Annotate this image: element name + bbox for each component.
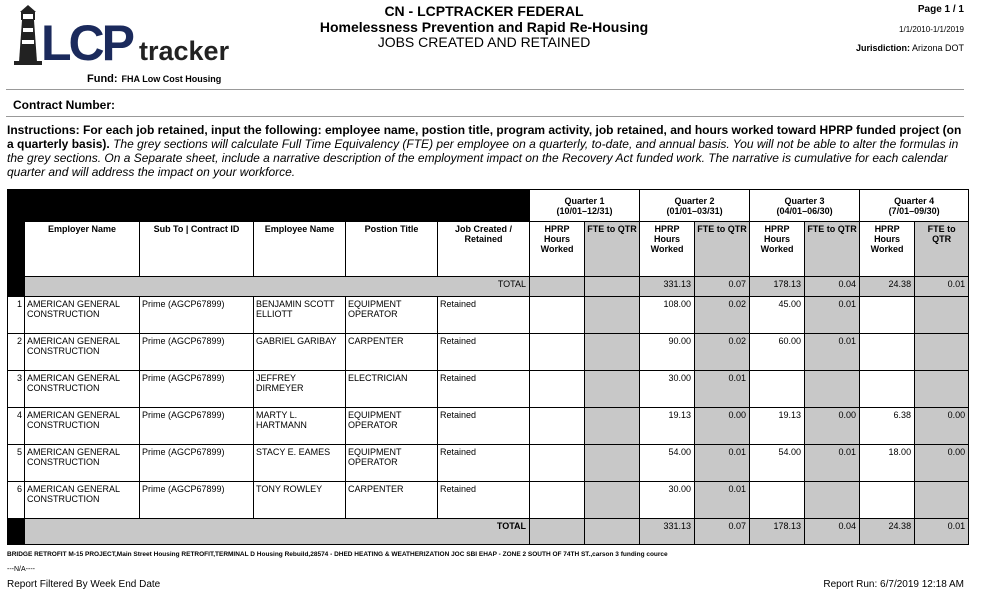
- hours-cell: [530, 334, 585, 371]
- fte-cell: 0.02: [695, 297, 750, 334]
- instructions-italic: The grey sections will calculate Full Time Equivalency (FTE) per employee on a quarterly, to-date, and annual basis. You will not be able to alter the formulas in the grey sections. On a Separate sheet, include a narrative description of the employment impact on the Recovery Act funded work. The narrative is cumulative for each calendar quarter and will address the impact on your workforce.: [7, 137, 959, 179]
- hours-cell: 19.13: [750, 408, 805, 445]
- report-title: CN - LCPTRACKER FEDERAL: [384, 3, 584, 19]
- subto-cell: Prime (AGCP67899): [140, 408, 254, 445]
- hours-cell: 60.00: [750, 334, 805, 371]
- hours-cell: 19.13: [640, 408, 695, 445]
- report-run-time: Report Run: 6/7/2019 12:18 AM: [823, 579, 964, 590]
- total-row-top: TOTAL 331.13 0.07 178.13 0.04 24.38 0.01: [8, 277, 969, 297]
- fte-cell: [585, 334, 640, 371]
- lighthouse-icon: [14, 5, 42, 65]
- hours-cell: [530, 482, 585, 519]
- job-status-cell: Retained: [438, 445, 530, 482]
- position-title-cell: EQUIPMENT OPERATOR: [346, 408, 438, 445]
- subto-cell: Prime (AGCP67899): [140, 334, 254, 371]
- job-status-cell: Retained: [438, 482, 530, 519]
- job-status-cell: Retained: [438, 408, 530, 445]
- total-row-bottom: TOTAL 331.13 0.07 178.13 0.04 24.38 0.01: [8, 519, 969, 545]
- fund-label: Fund:: [87, 73, 118, 85]
- hours-cell: 18.00: [860, 445, 915, 482]
- date-range: 1/1/2010-1/1/2019: [899, 25, 964, 34]
- table-row: [8, 334, 969, 371]
- row-index: 5: [8, 445, 25, 482]
- fte-cell: 0.00: [695, 408, 750, 445]
- report-subtitle: Homelessness Prevention and Rapid Re-Housing: [319, 19, 649, 35]
- employee-name-cell: STACY E. EAMES: [254, 445, 346, 482]
- total-label: TOTAL: [25, 519, 530, 545]
- index-header: [8, 222, 25, 277]
- hours-cell: [530, 297, 585, 334]
- row-index: 4: [8, 408, 25, 445]
- hours-cell: 6.38: [860, 408, 915, 445]
- employee-name-cell: JEFFREY DIRMEYER: [254, 371, 346, 408]
- employer-name-cell: AMERICAN GENERAL CONSTRUCTION: [25, 408, 140, 445]
- table-row: [8, 408, 969, 445]
- table-row: [8, 482, 969, 519]
- subto-header: Sub To | Contract ID: [140, 222, 254, 277]
- project-list: BRIDGE RETROFIT M-15 PROJECT,Main Street Housing RETROFIT,TERMINAL D Housing Rebuild,28574 - DHED HEATING & WEATHERIZATION JOC SBI EHAP - ZONE 2 SOUTH OF 74TH ST.,carson 3 funding cource: [7, 551, 668, 558]
- fte-cell: 0.00: [915, 408, 969, 445]
- row-index: 3: [8, 371, 25, 408]
- hours-cell: [860, 334, 915, 371]
- fte-cell: 0.01: [695, 445, 750, 482]
- row-index: 6: [8, 482, 25, 519]
- hours-cell: [530, 371, 585, 408]
- employee-name-cell: TONY ROWLEY: [254, 482, 346, 519]
- jobs-table: [7, 189, 969, 545]
- total-label: TOTAL: [25, 277, 530, 297]
- job-status-cell: Retained: [438, 297, 530, 334]
- hours-header: HPRP Hours Worked: [640, 222, 695, 277]
- subto-cell: Prime (AGCP67899): [140, 482, 254, 519]
- hours-cell: [530, 445, 585, 482]
- hours-cell: [860, 482, 915, 519]
- fte-cell: [915, 297, 969, 334]
- row-index: 1: [8, 297, 25, 334]
- table-row: [8, 371, 969, 408]
- fte-cell: [915, 371, 969, 408]
- hours-cell: [860, 371, 915, 408]
- instructions: [7, 123, 967, 179]
- fte-cell: 0.02: [695, 334, 750, 371]
- fte-cell: 0.01: [805, 297, 860, 334]
- fte-cell: [585, 482, 640, 519]
- job-status-cell: Retained: [438, 371, 530, 408]
- not-applicable-note: ---N/A----: [7, 566, 35, 573]
- employer-name-cell: AMERICAN GENERAL CONSTRUCTION: [25, 445, 140, 482]
- hours-cell: 54.00: [750, 445, 805, 482]
- report-name: JOBS CREATED AND RETAINED: [377, 34, 591, 50]
- fte-header: FTE to QTR: [915, 222, 969, 277]
- divider: [6, 116, 964, 117]
- instructions-bold: Instructions: For each job retained, input the following: employee name, postion title, program activity, job retained, and hours worked toward HPRP funded project (on a quarterly basis).: [7, 123, 962, 151]
- fund-value: FHA Low Cost Housing: [121, 74, 222, 84]
- filter-note: Report Filtered By Week End Date: [7, 579, 161, 590]
- subto-cell: Prime (AGCP67899): [140, 445, 254, 482]
- svg-text:tracker: tracker: [139, 36, 230, 66]
- hours-cell: [750, 371, 805, 408]
- row-index: 2: [8, 334, 25, 371]
- report-meta: [856, 4, 964, 53]
- quarter-2-header: Quarter 2 (01/01–03/31): [640, 190, 750, 222]
- fte-header: FTE to QTR: [805, 222, 860, 277]
- position-title-cell: CARPENTER: [346, 334, 438, 371]
- hours-cell: 54.00: [640, 445, 695, 482]
- fte-cell: [585, 445, 640, 482]
- hours-cell: [860, 297, 915, 334]
- subto-cell: Prime (AGCP67899): [140, 371, 254, 408]
- hours-header: HPRP Hours Worked: [530, 222, 585, 277]
- lcptracker-logo: [8, 4, 238, 66]
- job-created-header: Job Created / Retained: [438, 222, 530, 277]
- employee-name-cell: BENJAMIN SCOTT ELLIOTT: [254, 297, 346, 334]
- hours-cell: [750, 482, 805, 519]
- divider: [6, 89, 964, 90]
- fte-cell: 0.00: [805, 408, 860, 445]
- employer-name-header: Employer Name: [25, 222, 140, 277]
- fte-cell: 0.01: [695, 371, 750, 408]
- position-title-cell: CARPENTER: [346, 482, 438, 519]
- fte-cell: [585, 371, 640, 408]
- subto-cell: Prime (AGCP67899): [140, 297, 254, 334]
- position-title-cell: EQUIPMENT OPERATOR: [346, 297, 438, 334]
- hours-header: HPRP Hours Worked: [860, 222, 915, 277]
- employer-name-cell: AMERICAN GENERAL CONSTRUCTION: [25, 297, 140, 334]
- hours-cell: 45.00: [750, 297, 805, 334]
- fte-cell: 0.00: [915, 445, 969, 482]
- report-header: [300, 4, 668, 50]
- hours-header: HPRP Hours Worked: [750, 222, 805, 277]
- fte-cell: 0.01: [805, 334, 860, 371]
- hours-cell: 30.00: [640, 482, 695, 519]
- svg-text:LCP: LCP: [41, 15, 132, 66]
- hours-cell: 90.00: [640, 334, 695, 371]
- employee-name-cell: GABRIEL GARIBAY: [254, 334, 346, 371]
- quarter-4-header: Quarter 4 (7/01–09/30): [860, 190, 969, 222]
- fte-header: FTE to QTR: [695, 222, 750, 277]
- jurisdiction: Jurisdiction: Arizona DOT: [855, 43, 964, 53]
- position-title-cell: EQUIPMENT OPERATOR: [346, 445, 438, 482]
- hours-cell: 108.00: [640, 297, 695, 334]
- page-number: Page 1 / 1: [917, 4, 964, 15]
- job-status-cell: Retained: [438, 334, 530, 371]
- position-title-cell: ELECTRICIAN: [346, 371, 438, 408]
- fte-cell: 0.01: [695, 482, 750, 519]
- fte-cell: [805, 371, 860, 408]
- fte-cell: 0.01: [805, 445, 860, 482]
- fte-header: FTE to QTR: [585, 222, 640, 277]
- hours-cell: [530, 408, 585, 445]
- employee-name-cell: MARTY L. HARTMANN: [254, 408, 346, 445]
- table-row: [8, 297, 969, 334]
- fte-cell: [915, 334, 969, 371]
- fte-cell: [915, 482, 969, 519]
- fte-cell: [585, 297, 640, 334]
- employer-name-cell: AMERICAN GENERAL CONSTRUCTION: [25, 334, 140, 371]
- header-black-band: [8, 190, 530, 222]
- quarter-1-header: Quarter 1 (10/01–12/31): [530, 190, 640, 222]
- employer-name-cell: AMERICAN GENERAL CONSTRUCTION: [25, 482, 140, 519]
- hours-cell: 30.00: [640, 371, 695, 408]
- employee-name-header: Employee Name: [254, 222, 346, 277]
- fte-cell: [585, 408, 640, 445]
- quarter-3-header: Quarter 3 (04/01–06/30): [750, 190, 860, 222]
- employer-name-cell: AMERICAN GENERAL CONSTRUCTION: [25, 371, 140, 408]
- contract-number-label: Contract Number:: [13, 98, 116, 112]
- table-row: [8, 445, 969, 482]
- fte-cell: [805, 482, 860, 519]
- position-title-header: Postion Title: [346, 222, 438, 277]
- fund-line: [87, 73, 221, 85]
